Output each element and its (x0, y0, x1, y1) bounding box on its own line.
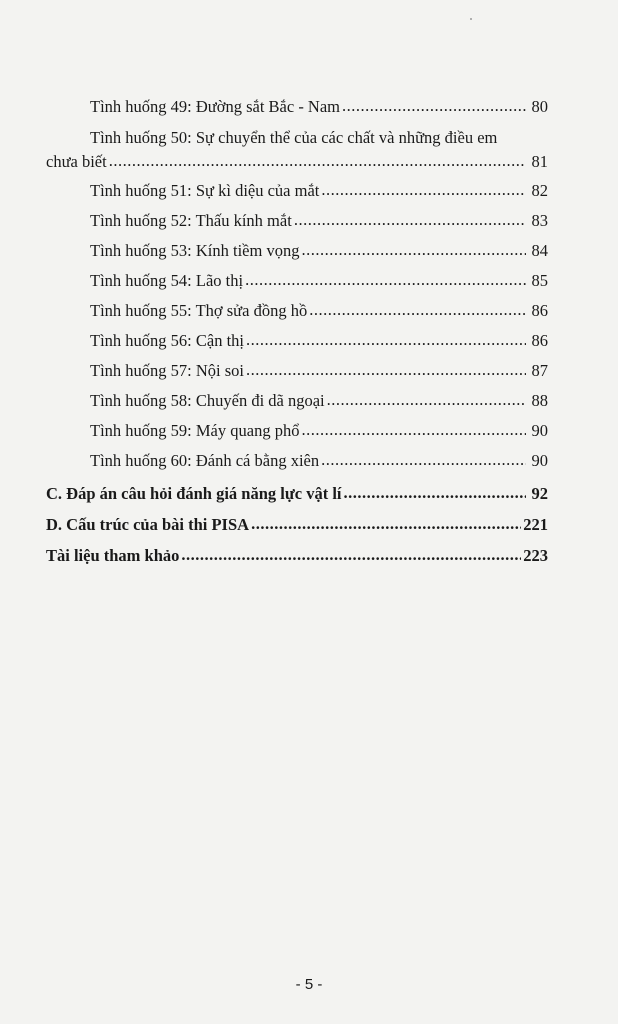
toc-entry-page: 90 (531, 421, 548, 440)
dot-leader (309, 295, 526, 325)
dot-leader (321, 445, 526, 475)
toc-entry-title: Tình huống 59: Máy quang phổ (90, 421, 300, 440)
toc-entry-page: 83 (531, 211, 548, 230)
toc-entry[interactable] (46, 92, 548, 122)
toc-entry-page: 88 (531, 391, 548, 410)
toc-section-page: 223 (523, 546, 548, 565)
dot-leader (327, 385, 526, 415)
toc-entry-page: 80 (531, 97, 548, 116)
page-number: - 5 - (295, 976, 323, 993)
toc-entry[interactable] (46, 416, 548, 446)
toc-entry-page: 84 (531, 241, 548, 260)
dot-leader (109, 149, 526, 173)
toc-entry-title: Tình huống 53: Kính tiềm vọng (90, 241, 300, 260)
toc-entry-page: 82 (531, 181, 548, 200)
dot-leader (321, 175, 526, 205)
toc-entry-title: Tình huống 52: Thấu kính mắt (90, 211, 292, 230)
dot-leader (251, 508, 521, 539)
toc-entry-title: Tình huống 58: Chuyến đi dã ngoại (90, 391, 325, 410)
toc-entry[interactable] (46, 206, 548, 236)
toc-entry-page: 87 (531, 361, 548, 380)
toc-entry-title-line2: chưa biết (46, 152, 107, 171)
dot-leader (294, 205, 526, 235)
toc-entry-page: 86 (531, 331, 548, 350)
toc-entry[interactable] (46, 296, 548, 326)
toc-entry-page: 81 (531, 152, 548, 171)
toc-entry-title: Tình huống 60: Đánh cá bằng xiên (90, 451, 320, 470)
toc-entry-title-line1[interactable]: Tình huống 50: Sự chuyển thể của các chất và những điều em (90, 128, 498, 147)
toc-entry-title: Tình huống 49: Đường sắt Bắc - Nam (90, 97, 341, 116)
toc-entry[interactable] (46, 386, 548, 416)
toc-section[interactable] (46, 509, 548, 540)
toc-entry-title: Tình huống 51: Sự kì diệu của mắt (90, 181, 320, 200)
dot-leader (344, 477, 526, 508)
toc-entry[interactable] (46, 150, 548, 176)
toc-entry-title: Tình huống 54: Lão thị (90, 271, 244, 290)
toc-entry-page: 86 (531, 301, 548, 320)
toc-section-title: Tài liệu tham khảo (46, 546, 180, 565)
toc-section-title: D. Cấu trúc của bài thi PISA (46, 515, 250, 534)
toc-entry[interactable] (46, 176, 548, 206)
toc-section[interactable] (46, 540, 548, 571)
toc-section[interactable] (46, 478, 548, 509)
dot-leader (181, 539, 521, 570)
paper-speck (470, 18, 472, 20)
dot-leader (246, 355, 526, 385)
dot-leader (342, 91, 526, 121)
toc-entry[interactable] (46, 236, 548, 266)
toc-entry-title: Tình huống 55: Thợ sửa đồng hồ (90, 301, 308, 320)
dot-leader (246, 325, 526, 355)
toc-entry[interactable] (46, 356, 548, 386)
toc-entry-page: 90 (531, 451, 548, 470)
toc-entry-title: Tình huống 57: Nội soi (90, 361, 245, 380)
toc-entry[interactable] (46, 446, 548, 476)
toc-entry[interactable] (46, 326, 548, 356)
dot-leader (245, 265, 526, 295)
table-of-contents (46, 92, 548, 571)
toc-section-page: 92 (531, 484, 548, 503)
toc-section-title: C. Đáp án câu hỏi đánh giá năng lực vật lí (46, 484, 342, 503)
toc-section-page: 221 (523, 515, 548, 534)
dot-leader (301, 415, 526, 445)
dot-leader (301, 235, 526, 265)
toc-entry-page: 85 (531, 271, 548, 290)
toc-entry[interactable] (46, 266, 548, 296)
toc-entry-title: Tình huống 56: Cận thị (90, 331, 244, 350)
